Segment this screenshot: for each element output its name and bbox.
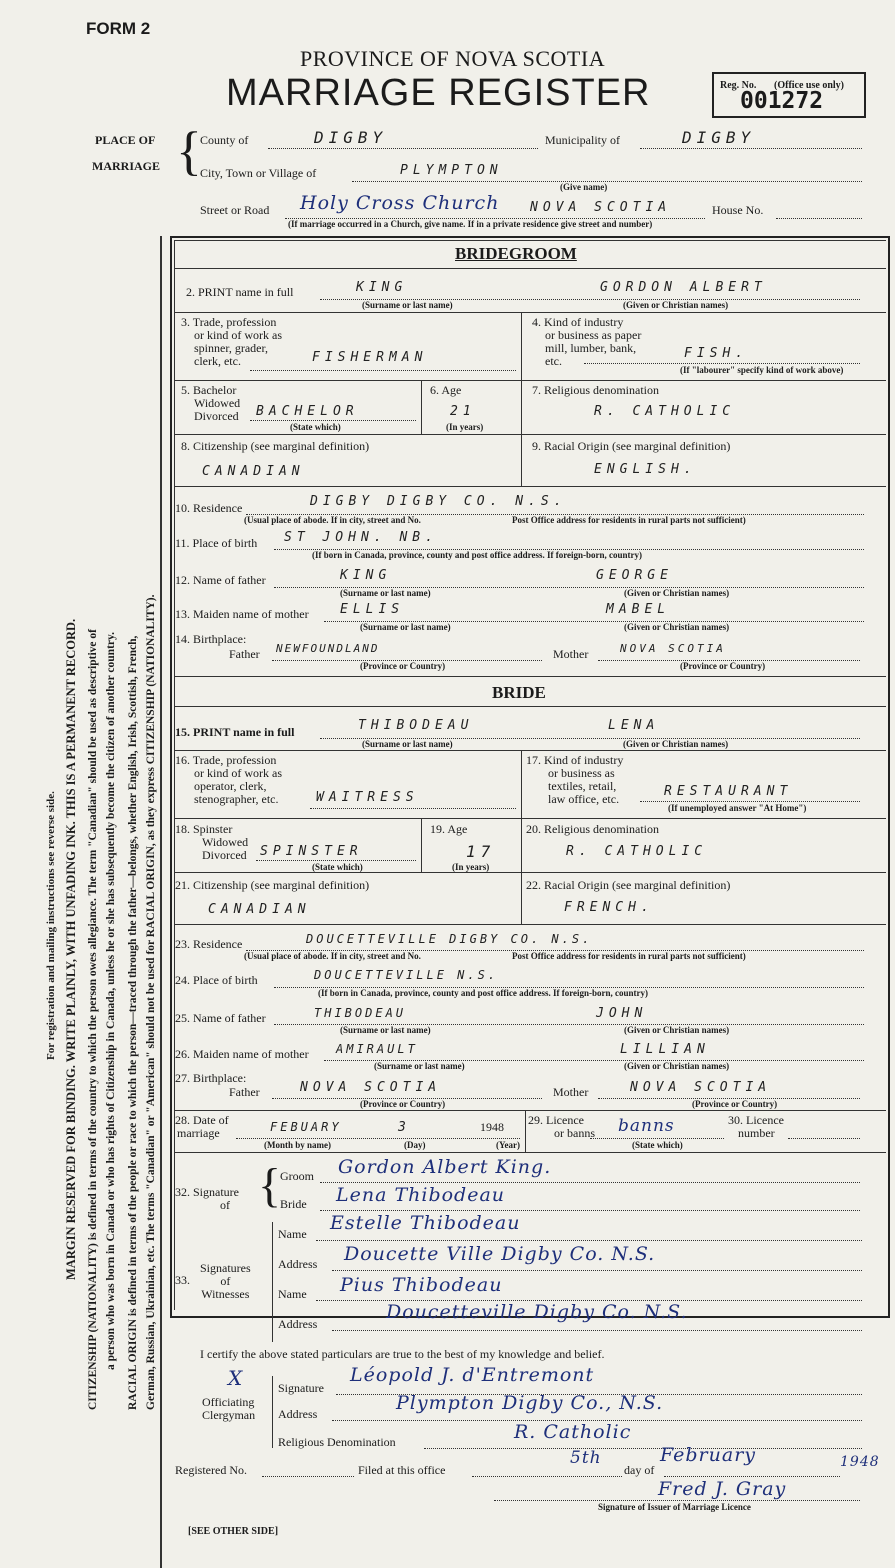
filed-year: 1948 [840,1454,880,1470]
bride-age-label: 19. Age [430,822,468,836]
w2-address-label: Address [278,1317,318,1331]
street-value: Holy Cross Church [300,192,500,214]
issuer-label: Signature of Issuer of Marriage Licence [598,1502,751,1512]
see-other-side: [SEE OTHER SIDE] [188,1526,279,1537]
bride-trade-label: 16. Trade, profession or kind of work as operator, clerk, stenographer, etc. [175,753,282,806]
bride-mother-surname: AMIRAULT [336,1042,418,1056]
bride-father-label: 25. Name of father [175,1011,266,1025]
licence-or-banns: banns [618,1116,675,1136]
groom-given: GORDON ALBERT [600,280,767,295]
marriage-year-note: (Year) [496,1140,520,1150]
bride-father-bp: NOVA SCOTIA [300,1080,442,1095]
groom-residence: DIGBY DIGBY CO. N.S. [310,494,567,509]
groom-status: BACHELOR [256,404,359,419]
bride-industry: RESTAURANT [664,784,793,799]
clergy-religion-label: Religious Denomination [278,1435,396,1449]
clergy-signature: Léopold J. d'Entremont [350,1364,595,1386]
clergy-label: Officiating Clergyman [202,1395,256,1422]
groom-bp-mother-label: Mother [553,647,589,661]
bride-residence-label: 23. Residence [175,937,243,951]
marriage-year: 1948 [480,1120,504,1134]
issuer-signature: Fred J. Gray [658,1478,787,1500]
groom-mother-surname-note: (Surname or last name) [360,622,451,632]
bride-origin: FRENCH. [564,900,654,915]
binding-line [160,236,162,1568]
reg-no-label: Reg. No. [720,80,757,91]
form-title: MARRIAGE REGISTER [226,72,651,114]
bride-trade: WAITRESS [316,790,419,805]
bride-father-given-note: (Given or Christian names) [624,1025,730,1035]
bride-industry-note: (If unemployed answer "At Home") [668,803,807,813]
bride-bp-father-label: Father [229,1085,260,1099]
groom-res-note-a: (Usual place of abode. If in city, street and No. [244,515,421,525]
groom-father-given: GEORGE [596,568,673,583]
groom-mother-label: 13. Maiden name of mother [175,607,309,621]
bride-mother-bp: NOVA SCOTIA [630,1080,772,1095]
groom-sig-label: Groom [280,1169,314,1183]
groom-given-note: (Given or Christian names) [623,300,729,310]
margin-line-4: a person who was born in Canada or who has rights of Citizenship in Canada, unless he or she has subsequently become the citizen of another country. [105,631,117,1370]
groom-origin: ENGLISH. [594,462,697,477]
witnesses-number: 33. [175,1273,190,1287]
bride-mother-surname-note: (Surname or last name) [374,1061,465,1071]
clergy-signature-label: Signature [278,1381,324,1395]
city-label: City, Town or Village of [200,166,317,180]
groom-residence-label: 10. Residence [175,501,243,515]
bride-surname-note: (Surname or last name) [362,739,453,749]
groom-trade-label: 3. Trade, profession or kind of work as spinner, grader, clerk, etc. [181,315,282,368]
witnesses-label: Signatures of Witnesses [200,1261,251,1301]
margin-line-1: For registration and mailing instructions see reverse side. [45,791,57,1060]
place-label-1: PLACE OF [95,133,156,147]
bride-citizenship-label: 21. Citizenship (see marginal definition) [175,878,370,892]
municipality-label: Municipality of [545,133,620,147]
house-label: House No. [712,203,764,217]
bride-status: SPINSTER [260,844,363,859]
groom-age-note: (In years) [446,422,484,432]
groom-father-surname: KING [340,568,392,583]
margin-line-3: CITIZENSHIP (NATIONALITY) is defined in terms of the country to which the person owes allegiance. The term "Canadian" should be used as descriptive of [87,629,99,1410]
groom-signature: Gordon Albert King. [338,1156,552,1178]
marriage-day-note: (Day) [404,1140,426,1150]
form-number: FORM 2 [86,19,151,38]
groom-citizenship: CANADIAN [202,464,305,479]
w1-name-label: Name [278,1227,307,1241]
municipality-value: DIGBY [682,128,756,147]
filed-day: 5th [570,1448,602,1468]
licence-number-label: 30. Licence number [728,1113,784,1140]
bride-residence: DOUCETTEVILLE DIGBY CO. N.S. [306,932,593,946]
bride-birthplace-label: 24. Place of birth [175,973,258,987]
bridegroom-heading: BRIDEGROOM [455,244,577,263]
groom-name-label: 2. PRINT name in full [186,285,294,299]
groom-status-label: 5. Bachelor Widowed Divorced [181,383,241,423]
bride-res-note-b: Post Office address for residents in rural parts not sufficient) [512,951,746,961]
w1-address-label: Address [278,1257,318,1271]
groom-bp-father-label: Father [229,647,260,661]
county-value: DIGBY [314,128,388,147]
bride-mother-label: 26. Maiden name of mother [175,1047,309,1061]
bride-age-note: (In years) [452,862,490,872]
bride-birth-note: (If born in Canada, province, county and post office address. If foreign-born, country) [318,988,649,998]
clergy-address-label: Address [278,1407,318,1421]
bride-industry-label: 17. Kind of industry or business as textiles, retail, law office, etc. [526,753,624,806]
filed-label: Filed at this office [358,1463,446,1477]
bride-origin-label: 22. Racial Origin (see marginal definition) [526,878,731,892]
groom-father-bp-note: (Province or Country) [360,661,446,671]
bride-religion: R. CATHOLIC [566,844,708,859]
city-value: PLYMPTON [400,163,503,178]
bride-status-label: 18. Spinster Widowed Divorced [175,822,249,862]
bride-mother-given: LILLIAN [620,1042,710,1057]
groom-industry-label: 4. Kind of industry or business as paper mill, lumber, bank, etc. [532,315,642,368]
groom-father-label: 12. Name of father [175,573,266,587]
w1-name: Estelle Thibodeau [330,1212,521,1234]
province-heading: PROVINCE OF NOVA SCOTIA [300,46,606,71]
groom-mother-given-note: (Given or Christian names) [624,622,730,632]
street-label: Street or Road [200,203,270,217]
margin-line-6: German, Russian, Ukrainian, etc. The terms "Canadian" or "American" should not be used for RACIAL ORIGIN, as they express CITIZENSHIP (NATIONALITY). [145,594,157,1410]
w2-address: Doucetteville Digby Co. N.S. [386,1301,688,1323]
certify-statement: I certify the above stated particulars are true to the best of my knowledge and belief. [200,1347,605,1361]
groom-father-surname-note: (Surname or last name) [340,588,431,598]
street-print: NOVA SCOTIA [530,200,672,215]
bride-father-given: JOHN [596,1006,648,1021]
bride-status-note: (State which) [312,862,363,872]
bride-birthplace: DOUCETTEVILLE N.S. [314,968,499,982]
bride-religion-label: 20. Religious denomination [526,822,659,836]
county-label: County of [200,133,249,147]
groom-mother-bp-note: (Province or Country) [680,661,766,671]
bride-heading: BRIDE [492,683,546,702]
reg-no-note: (Office use only) [774,80,844,91]
clergy-mark: Ⅹ [228,1366,243,1390]
marriage-month: FEBUARY [270,1120,342,1134]
bride-father-bp-note: (Province or Country) [360,1099,446,1109]
groom-mother-bp: NOVA SCOTIA [620,642,726,655]
w1-address: Doucette Ville Digby Co. N.S. [344,1243,656,1265]
bride-mother-given-note: (Given or Christian names) [624,1061,730,1071]
bride-bp-mother-label: Mother [553,1085,589,1099]
groom-status-note: (State which) [290,422,341,432]
bride-given-note: (Given or Christian names) [623,739,729,749]
groom-industry-note: (If "labourer" specify kind of work above) [680,365,844,375]
place-label-2: MARRIAGE [92,159,160,173]
bride-father-surname: THIBODEAU [314,1006,407,1020]
groom-mother-given: MABEL [606,602,671,617]
groom-father-given-note: (Given or Christian names) [624,588,730,598]
bride-age: 17 [466,842,496,861]
filed-month: February [660,1444,757,1466]
groom-birthplace-label: 11. Place of birth [175,536,258,550]
groom-trade: FISHERMAN [312,350,428,365]
groom-age-label: 6. Age [430,383,462,397]
w2-name-label: Name [278,1287,307,1301]
groom-father-bp: NEWFOUNDLAND [276,642,380,655]
bride-mother-bp-note: (Province or Country) [692,1099,778,1109]
groom-citizenship-label: 8. Citizenship (see marginal definition) [181,439,370,453]
bride-birthplaces-label: 27. Birthplace: [175,1071,247,1085]
licence-label: 29. Licence or banns [528,1113,595,1140]
bride-surname: THIBODEAU [358,718,474,733]
licence-note: (State which) [632,1140,683,1150]
groom-birthplaces-label: 14. Birthplace: [175,632,247,646]
marriage-day: 3 [398,1120,411,1135]
bride-given: LENA [608,718,660,733]
groom-birth-note: (If born in Canada, province, county and post office address. If foreign-born, country) [312,550,643,560]
groom-birthplace: ST JOHN. NB. [284,530,438,545]
clergy-religion: R. Catholic [514,1421,632,1443]
day-of-label: day of [624,1463,655,1477]
reg-no-value: 001272 [740,88,824,114]
bride-res-note-a: (Usual place of abode. If in city, street and No. [244,951,421,961]
street-note: (If marriage occurred in a Church, give name. If in a private residence give street and number) [288,219,653,229]
margin-line-2: MARGIN RESERVED FOR BINDING. WRITE PLAINLY, WITH UNFADING INK. THIS IS A PERMANENT RECORD. [64,618,78,1280]
groom-age: 21 [450,404,476,419]
groom-surname-note: (Surname or last name) [362,300,453,310]
groom-res-note-b: Post Office address for residents in rural parts not sufficient) [512,515,746,525]
groom-religion-label: 7. Religious denomination [532,383,659,397]
bride-name-label: 15. PRINT name in full [175,725,295,739]
groom-surname: KING [356,280,408,295]
registered-label: Registered No. [175,1463,247,1477]
groom-industry: FISH. [684,346,749,361]
margin-line-5: RACIAL ORIGIN is defined in terms of the people or race to which the person—traced through the father—belongs, whether English, Irish, Scottish, French, [127,635,139,1410]
give-name-note: (Give name) [560,182,608,192]
signature-label: 32. Signature of [175,1185,239,1212]
bride-citizenship: CANADIAN [208,902,311,917]
bride-sig-label: Bride [280,1197,307,1211]
groom-mother-surname: ELLIS [340,602,405,617]
bride-father-surname-note: (Surname or last name) [340,1025,431,1035]
bride-signature: Lena Thibodeau [336,1184,506,1206]
marriage-date-label: 28. Date of marriage [175,1113,229,1140]
place-brace: { [176,121,202,181]
marriage-month-note: (Month by name) [264,1140,331,1150]
groom-origin-label: 9. Racial Origin (see marginal definition) [532,439,731,453]
groom-religion: R. CATHOLIC [594,404,736,419]
w2-name: Pius Thibodeau [340,1274,503,1296]
clergy-address: Plympton Digby Co., N.S. [396,1392,664,1414]
